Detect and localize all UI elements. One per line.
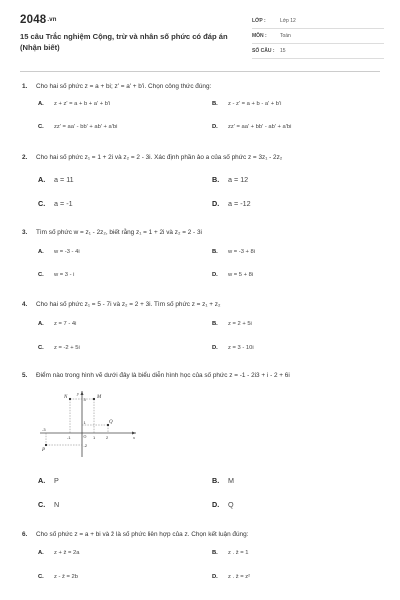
question-text: Cho hai số phức z₁ = 1 + 2i và z₂ = 2 - 3i. Xác định phần ảo a của số phức z = 3z₁ - 2z₂ bbox=[36, 153, 283, 161]
option-text: P bbox=[54, 476, 59, 485]
meta-info bbox=[252, 14, 384, 59]
meta-value: Toán bbox=[280, 33, 291, 39]
question-4 bbox=[22, 298, 382, 310]
option-letter: A. bbox=[38, 175, 46, 184]
question-stem bbox=[22, 369, 382, 381]
point-p bbox=[45, 444, 47, 446]
question-stem bbox=[22, 80, 382, 92]
option-text: z - z̄ = 2b bbox=[54, 574, 79, 580]
option-c[interactable] bbox=[38, 272, 74, 278]
option-d[interactable] bbox=[212, 272, 253, 278]
option-d[interactable] bbox=[212, 574, 250, 580]
point-n bbox=[69, 398, 71, 400]
option-letter: C. bbox=[38, 272, 44, 278]
document-title: 15 câu Trắc nghiệm Cộng, trừ và nhân số phức có đáp án (Nhận biết) bbox=[20, 32, 228, 52]
meta-row-subject bbox=[252, 29, 384, 44]
question-number: 1. bbox=[22, 82, 28, 90]
site-logo[interactable] bbox=[20, 14, 57, 26]
option-b[interactable] bbox=[212, 175, 248, 184]
option-c[interactable] bbox=[38, 345, 80, 351]
question-1 bbox=[22, 80, 382, 92]
option-a[interactable] bbox=[38, 476, 59, 485]
meta-row-class bbox=[252, 14, 384, 29]
option-text: N bbox=[54, 500, 60, 509]
option-b[interactable] bbox=[212, 550, 248, 556]
point-label: N bbox=[64, 395, 68, 400]
option-c[interactable] bbox=[38, 574, 78, 580]
option-c[interactable] bbox=[38, 500, 59, 509]
point-label: Q bbox=[109, 420, 113, 425]
option-d[interactable] bbox=[212, 124, 291, 130]
question-6 bbox=[22, 528, 382, 540]
question-text: Điểm nào trong hình vẽ dưới đây là biểu diễn hình học của số phức z = -1 - 2i3 + i - 2 + 6i bbox=[36, 371, 290, 379]
option-text: zz' = aa' - bb' + ab' + a'bi bbox=[54, 124, 118, 130]
option-a[interactable] bbox=[38, 249, 80, 255]
option-text: z . z̄ = z² bbox=[228, 574, 251, 580]
option-letter: A. bbox=[38, 249, 44, 255]
option-text: z + z̄ = 2a bbox=[54, 550, 80, 556]
option-text: z = 2 + 5i bbox=[228, 321, 252, 327]
option-d[interactable] bbox=[212, 500, 234, 509]
option-a[interactable] bbox=[38, 321, 76, 327]
tick-label: 2 bbox=[106, 435, 109, 440]
question-number: 6. bbox=[22, 530, 28, 538]
point-label: M bbox=[97, 395, 102, 400]
option-b[interactable] bbox=[212, 321, 252, 327]
option-letter: D. bbox=[212, 272, 218, 278]
option-d[interactable] bbox=[212, 345, 254, 351]
option-a[interactable] bbox=[38, 175, 74, 184]
question-stem bbox=[22, 226, 382, 238]
option-letter: B. bbox=[212, 175, 220, 184]
question-number: 2. bbox=[22, 153, 28, 161]
tick-label: 3 bbox=[83, 397, 86, 402]
option-text: a = 11 bbox=[54, 175, 74, 184]
meta-value: 15 bbox=[280, 48, 286, 54]
tick-label: -1 bbox=[67, 435, 71, 440]
option-d[interactable] bbox=[212, 199, 251, 208]
option-letter: B. bbox=[212, 321, 218, 327]
point-m bbox=[93, 398, 95, 400]
question-3 bbox=[22, 226, 382, 238]
tick-label: 1 bbox=[93, 435, 96, 440]
option-letter: B. bbox=[212, 550, 218, 556]
option-letter: D. bbox=[212, 574, 218, 580]
question-number: 4. bbox=[22, 300, 28, 308]
logo-suffix: .vn bbox=[47, 17, 57, 23]
option-text: zz' = aa' + bb' - ab' + a'bi bbox=[228, 124, 292, 130]
header-divider bbox=[20, 71, 380, 72]
option-letter: B. bbox=[212, 249, 218, 255]
option-letter: C. bbox=[38, 345, 44, 351]
option-text: w = -3 - 4i bbox=[54, 249, 80, 255]
option-letter: A. bbox=[38, 101, 44, 107]
option-text: a = -12 bbox=[228, 199, 251, 208]
axis-label: x bbox=[133, 435, 135, 440]
axis-label: y bbox=[77, 391, 79, 396]
option-letter: D. bbox=[212, 345, 218, 351]
option-letter: C. bbox=[38, 199, 46, 208]
question-number: 5. bbox=[22, 371, 28, 379]
option-letter: A. bbox=[38, 321, 44, 327]
tick-label: 1 bbox=[83, 420, 86, 425]
question-stem bbox=[22, 528, 382, 540]
meta-key: LỚP : bbox=[252, 18, 266, 24]
option-text: a = -1 bbox=[54, 199, 73, 208]
question-stem bbox=[22, 151, 382, 163]
question-2 bbox=[22, 151, 382, 163]
point-label: P bbox=[42, 448, 46, 453]
option-a[interactable] bbox=[38, 101, 110, 107]
option-text: w = 5 + 8i bbox=[228, 272, 254, 278]
option-text: z . z̄ = 1 bbox=[228, 550, 249, 556]
option-letter: D. bbox=[212, 124, 218, 130]
option-c[interactable] bbox=[38, 124, 117, 130]
y-axis-arrow-icon bbox=[81, 391, 84, 395]
question-text: Cho hai số phức z₁ = 5 - 7i và z₂ = 2 + 3i. Tìm số phức z = z₁ + z₂ bbox=[36, 300, 221, 308]
option-letter: A. bbox=[38, 476, 46, 485]
logo-text: 2048 bbox=[20, 14, 47, 26]
option-letter: B. bbox=[212, 101, 218, 107]
option-c[interactable] bbox=[38, 199, 73, 208]
option-letter: C. bbox=[38, 124, 44, 130]
option-letter: B. bbox=[212, 476, 220, 485]
meta-value: Lớp 12 bbox=[280, 18, 296, 24]
meta-key: SỐ CÂU : bbox=[252, 48, 275, 54]
option-letter: C. bbox=[38, 574, 44, 580]
question-5 bbox=[22, 369, 382, 381]
question-stem bbox=[22, 298, 382, 310]
option-letter: C. bbox=[38, 500, 46, 509]
option-text: z = 7 - 4i bbox=[54, 321, 77, 327]
option-b[interactable] bbox=[212, 476, 234, 485]
question-number: 3. bbox=[22, 228, 28, 236]
option-b[interactable] bbox=[212, 101, 281, 107]
tick-label: -3 bbox=[42, 427, 46, 432]
option-text: z + z' = a + b + a' + b'i bbox=[54, 101, 111, 107]
option-text: w = 3 - i bbox=[54, 272, 75, 278]
option-text: a = 12 bbox=[228, 175, 249, 184]
question-text: Cho hai số phức z = a + bi; z' = a' + b'i. Chọn công thức đúng: bbox=[36, 82, 212, 90]
tick-label: -2 bbox=[83, 443, 88, 448]
option-text: w = -3 + 8i bbox=[228, 249, 256, 255]
meta-key: MÔN : bbox=[252, 33, 267, 39]
option-text: M bbox=[228, 476, 234, 485]
option-b[interactable] bbox=[212, 249, 255, 255]
complex-plane-figure bbox=[36, 387, 140, 459]
question-text: Cho số phức z = a + bi và z̄ là số phức liên hợp của z. Chọn kết luận đúng: bbox=[36, 530, 249, 538]
option-letter: D. bbox=[212, 199, 220, 208]
option-a[interactable] bbox=[38, 550, 79, 556]
axis-label: O bbox=[83, 434, 87, 439]
question-text: Tìm số phức w = z₁ - 2z₂, biết rằng z₁ = 1 + 2i và z₂ = 2 - 3i bbox=[36, 228, 202, 236]
option-text: Q bbox=[228, 500, 234, 509]
option-text: z - z' = a + b - a' + b'i bbox=[228, 101, 282, 107]
option-letter: D. bbox=[212, 500, 220, 509]
meta-row-count bbox=[252, 44, 384, 59]
option-text: z = 3 - 10i bbox=[228, 345, 254, 351]
option-letter: A. bbox=[38, 550, 44, 556]
option-text: z = -2 + 5i bbox=[54, 345, 80, 351]
